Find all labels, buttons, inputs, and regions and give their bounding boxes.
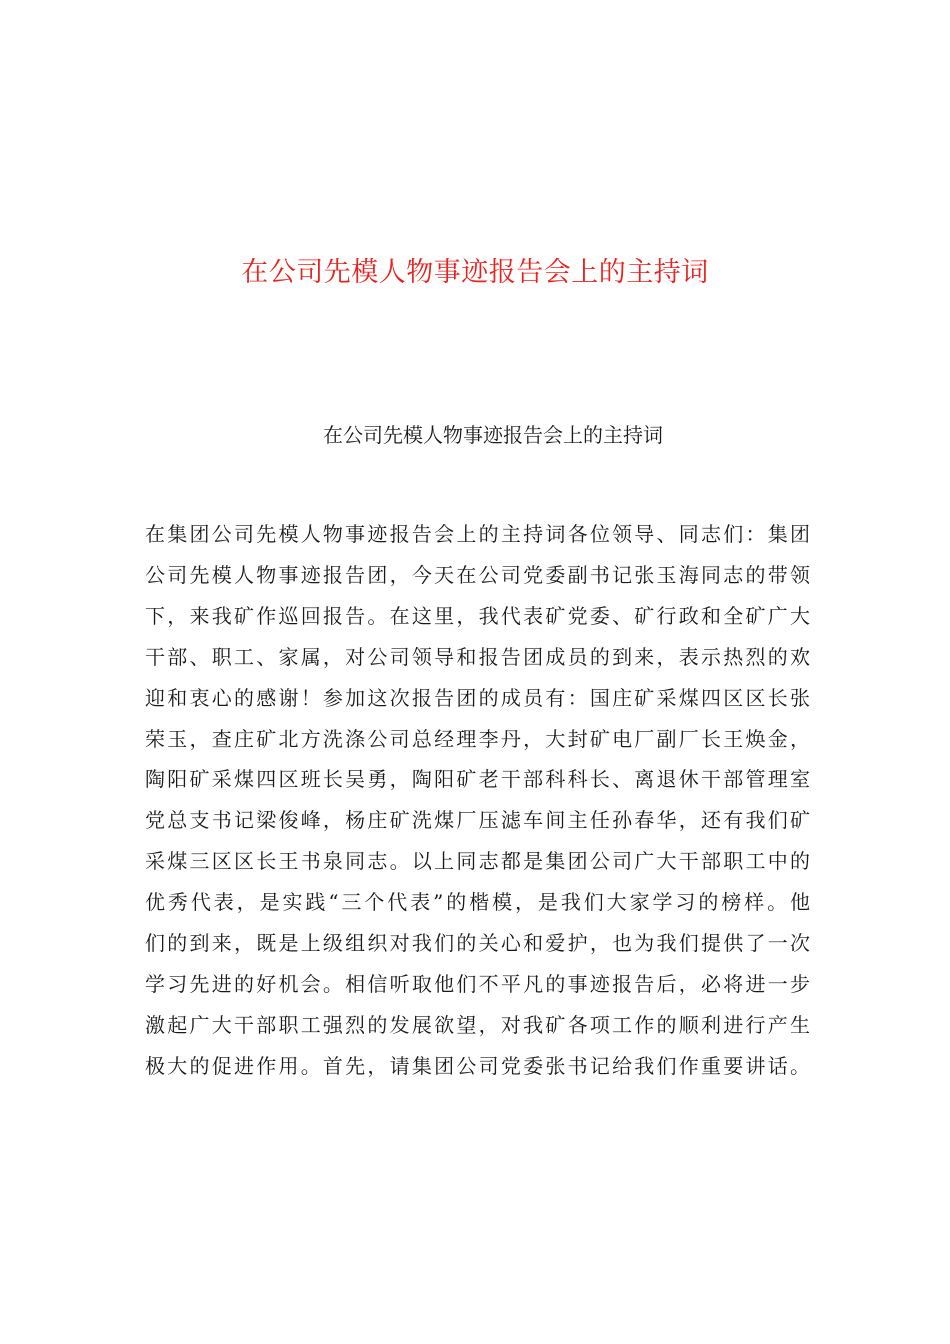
body-line: 优秀代表，是实践“三个代表”的楷模，是我们大家学习的榜样。他 (145, 890, 810, 915)
body-line: 迎和衷心的感谢！参加这次报告团的成员有：国庄矿采煤四区区长张 (145, 685, 810, 710)
document-body (145, 514, 810, 1087)
body-line: 采煤三区区长王书泉同志。以上同志都是集团公司广大干部职工中的 (145, 849, 810, 874)
body-line: 党总支书记梁俊峰，杨庄矿洗煤厂压滤车间主任孙春华，还有我们矿 (145, 808, 810, 833)
body-line: 们的到来，既是上级组织对我们的关心和爱护，也为我们提供了一次 (145, 931, 810, 956)
body-line: 在集团公司先模人物事迹报告会上的主持词各位领导、同志们：集团 (145, 522, 810, 546)
body-line: 干部、职工、家属，对公司领导和报告团成员的到来，表示热烈的欢 (145, 644, 810, 669)
document-subtitle: 在公司先模人物事迹报告会上的主持词 (323, 423, 663, 447)
body-line: 公司先模人物事迹报告团，今天在公司党委副书记张玉海同志的带领 (145, 562, 810, 587)
body-line: 激起广大干部职工强烈的发展欲望，对我矿各项工作的顺利进行产生 (145, 1012, 810, 1037)
document-title: 在公司先模人物事迹报告会上的主持词 (241, 257, 709, 288)
body-line: 荣玉，查庄矿北方洗涤公司总经理李丹，大封矿电厂副厂长王焕金， (145, 726, 810, 751)
body-line: 极大的促进作用。首先，请集团公司党委张书记给我们作重要讲话。 (145, 1053, 810, 1078)
body-line: 下，来我矿作巡回报告。在这里，我代表矿党委、矿行政和全矿广大 (145, 603, 810, 628)
body-line: 陶阳矿采煤四区班长吴勇，陶阳矿老干部科科长、离退休干部管理室 (145, 767, 810, 792)
body-line: 学习先进的好机会。相信听取他们不平凡的事迹报告后，必将进一步 (145, 971, 810, 996)
